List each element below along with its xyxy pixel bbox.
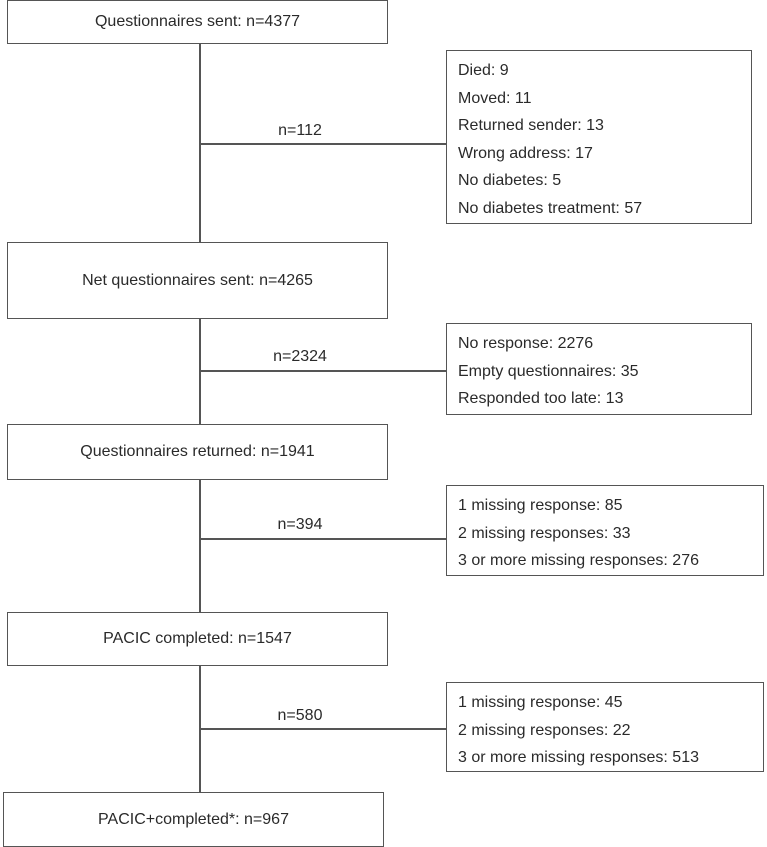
- exclusion-branch-4: [199, 728, 446, 730]
- exclusion-details-3: [446, 485, 764, 576]
- exclusion-branch-2: [199, 370, 446, 372]
- exclusion-item: 1 missing response: 85: [458, 497, 623, 514]
- exclusion-details-2: [446, 323, 752, 415]
- step-label: Questionnaires returned: n=1941: [80, 443, 315, 460]
- exclusion-branch-3: [199, 538, 446, 540]
- step-label: Questionnaires sent: n=4377: [94, 13, 301, 30]
- exclusion-item: No diabetes treatment: 57: [458, 199, 643, 217]
- step-net-questionnaires-sent: [7, 242, 388, 319]
- step-pacic-completed: [7, 612, 388, 666]
- exclusion-item: 3 or more missing responses: 513: [458, 749, 699, 766]
- main-flow-connector: [199, 44, 201, 792]
- step-label: PACIC+completed*: n=967: [98, 810, 289, 828]
- exclusion-branch-1: [199, 143, 446, 145]
- exclusion-item: No diabetes: 5: [458, 172, 562, 189]
- exclusion-item: Moved: 11: [458, 89, 532, 107]
- exclusion-details-1: [446, 50, 752, 224]
- step-label: PACIC completed: n=1547: [103, 630, 292, 647]
- exclusion-item: Returned sender: 13: [458, 117, 604, 134]
- exclusion-item: Wrong address: 17: [458, 144, 593, 162]
- step-pacic-plus-completed: [3, 792, 384, 847]
- step-questionnaires-sent: [7, 0, 388, 44]
- excluded-count-2: n=2324: [273, 348, 327, 365]
- excluded-count-4: n=580: [277, 707, 323, 724]
- exclusion-item: 2 missing responses: 33: [458, 524, 631, 542]
- exclusion-item: Died: 9: [458, 62, 509, 79]
- excluded-count-3: n=394: [277, 516, 323, 533]
- step-label: Net questionnaires sent: n=4265: [82, 271, 313, 289]
- exclusion-item: 3 or more missing responses: 276: [458, 552, 699, 569]
- exclusion-details-4: [446, 682, 764, 772]
- exclusion-item: No response: 2276: [458, 335, 594, 352]
- step-questionnaires-returned: [7, 424, 388, 480]
- exclusion-item: 2 missing responses: 22: [458, 721, 631, 739]
- excluded-count-1: n=112: [278, 122, 322, 139]
- exclusion-item: Responded too late: 13: [458, 390, 624, 407]
- exclusion-item: Empty questionnaires: 35: [458, 362, 639, 380]
- exclusion-item: 1 missing response: 45: [458, 694, 623, 711]
